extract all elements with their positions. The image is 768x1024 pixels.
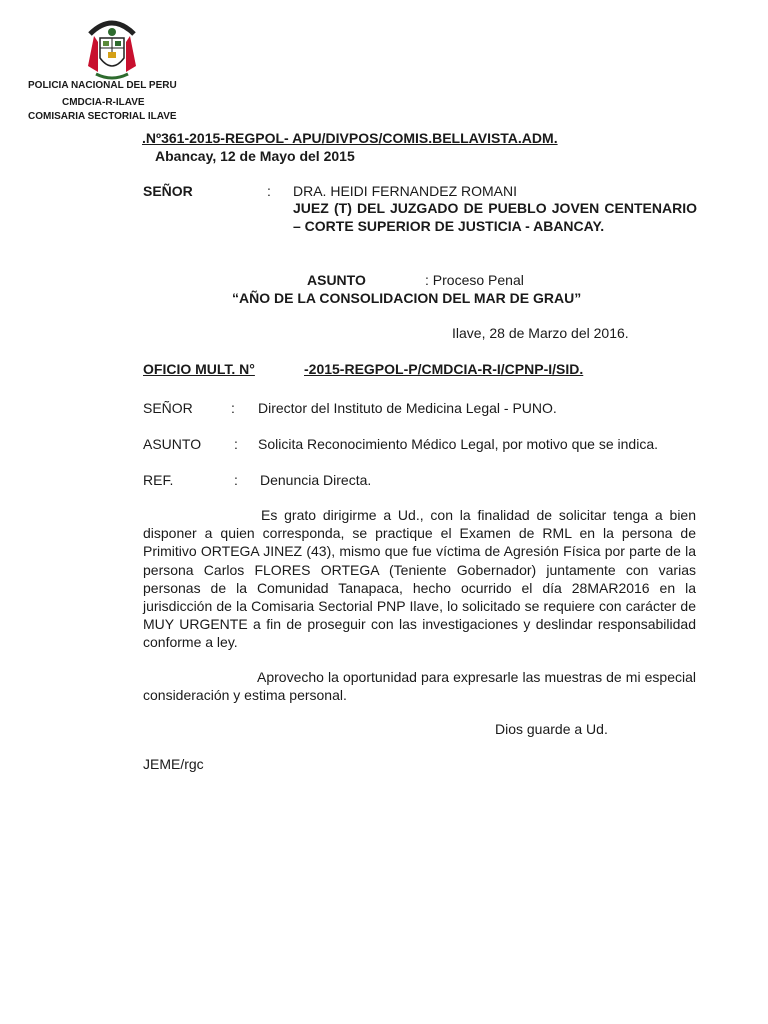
org-name: POLICIA NACIONAL DEL PERU (28, 80, 177, 91)
old-addressee-title: JUEZ (T) DEL JUZGADO DE PUEBLO JOVEN CENTENARIO – CORTE SUPERIOR DE JUSTICIA - ABANCAY. (293, 200, 697, 234)
initials: JEME/rgc (143, 756, 204, 772)
senor-value: Director del Instituto de Medicina Legal - PUNO. (258, 400, 557, 416)
oficio-label: OFICIO MULT. N° (143, 361, 255, 377)
oficio-code: -2015-REGPOL-P/CMDCIA-R-I/CPNP-I/SID. (304, 361, 584, 377)
senor-colon: : (231, 400, 235, 416)
ref-label: REF. (143, 472, 174, 488)
old-senor-label: SEÑOR (143, 183, 193, 199)
year-motto: “AÑO DE LA CONSOLIDACION DEL MAR DE GRAU” (232, 290, 582, 306)
asunto-label: ASUNTO (143, 436, 202, 452)
old-senor-colon: : (267, 183, 271, 199)
coat-of-arms-icon (84, 12, 140, 82)
old-asunto-value: : Proceso Penal (425, 272, 524, 288)
old-asunto-label: ASUNTO (307, 272, 366, 288)
asunto-colon: : (234, 436, 238, 452)
closing-line: Dios guarde a Ud. (495, 721, 608, 737)
old-addressee-name: DRA. HEIDI FERNANDEZ ROMANI (293, 183, 518, 199)
unit-name: CMDCIA-R-ILAVE (62, 97, 145, 108)
asunto-value: Solicita Reconocimiento Médico Legal, por motivo que se indica. (258, 436, 658, 452)
reference-number: .Nº361-2015-REGPOL- APU/DIVPOS/COMIS.BELLAVISTA.ADM. (142, 130, 558, 146)
national-emblem (84, 12, 140, 82)
body-paragraph-1: Es grato dirigirme a Ud., con la finalidad de solicitar tenga a bien disponer a quien corresponda, se practique el Examen de RML en la persona de Primitivo ORTEGA JINEZ (43), mismo que fue víctima de Agresión Física por parte de la persona Carlos FLORES ORTEGA (Teniente Gobernador) juntamente con varias personas de la Comunidad Tanapaca, hecho ocurrido el día 28MAR2016 en la jurisdicción de la Comisaria Sectorial PNP Ilave, lo solicitado se requiere con carácter de MUY URGENTE a fin de proseguir con las investigaciones y deslindar responsabilidad conforme a ley. (143, 507, 696, 651)
station-name: COMISARIA SECTORIAL ILAVE (28, 111, 177, 122)
place-date: Ilave, 28 de Marzo del 2016. (452, 325, 629, 341)
body-paragraph-2: Aprovecho la oportunidad para expresarle las muestras de mi especial consideración y estima personal. (143, 669, 696, 704)
senor-label: SEÑOR (143, 400, 193, 416)
old-date-line: Abancay, 12 de Mayo del 2015 (155, 148, 355, 164)
ref-colon: : (234, 472, 238, 488)
ref-value: Denuncia Directa. (260, 472, 372, 488)
